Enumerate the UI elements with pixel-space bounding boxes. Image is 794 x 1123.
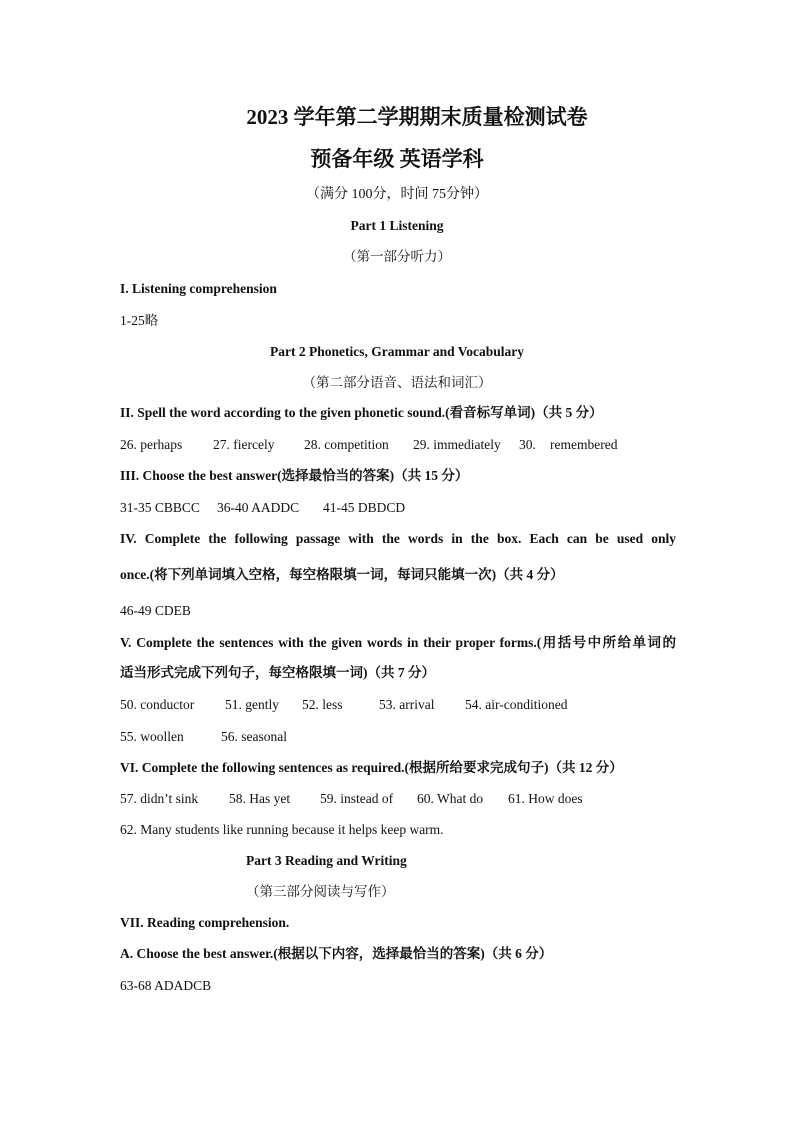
answer-item: 54. air-conditioned	[465, 697, 568, 712]
page-title: 2023 学年第二学期期末质量检测试卷	[246, 105, 588, 129]
answer-item: 31-35 CBBCC	[120, 500, 200, 515]
answer-item: 58. Has yet	[229, 791, 291, 806]
section4-heading-line2: once.(将下列单词填入空格，每空格限填一词，每词只能填一次)（共 4 分）	[120, 567, 564, 582]
part3-title: Part 3 Reading and Writing	[246, 853, 407, 868]
answer-item: 30.	[519, 437, 536, 452]
answer-item: 61. How does	[508, 791, 583, 806]
answer-item: 29. immediately	[413, 437, 501, 452]
answer-item: 51. gently	[225, 697, 279, 712]
answer-item: 60. What do	[417, 791, 484, 806]
section5-heading-line2: 适当形式完成下列句子，每空格限填一词)（共 7 分）	[120, 665, 435, 680]
part1-title: Part 1 Listening	[350, 218, 444, 233]
section3-answers	[120, 499, 405, 517]
answer-item: 56. seasonal	[221, 729, 287, 744]
section6-answers-row1	[120, 790, 583, 808]
answer-item: 55. woollen	[120, 729, 184, 744]
section4-answers: 46-49 CDEB	[120, 603, 191, 618]
section2-heading: II. Spell the word according to the given phonetic sound.(看音标写单词)（共 5 分）	[120, 405, 603, 420]
section1-answers: 1-25略	[120, 313, 159, 328]
section1-heading: I. Listening comprehension	[120, 281, 277, 296]
answer-item: 57. didn’t sink	[120, 791, 199, 806]
part2-cn-title: （第二部分语音、语法和词汇）	[302, 375, 492, 390]
section6-heading: VI. Complete the following sentences as required.(根据所给要求完成句子)（共 12 分）	[120, 760, 623, 775]
answer-item: 26. perhaps	[120, 437, 183, 452]
section6-answers-row2: 62. Many students like running because it helps keep warm.	[120, 822, 444, 837]
answer-item: 53. arrival	[379, 697, 435, 712]
score-time-note: （满分 100分，时间 75分钟）	[306, 187, 488, 202]
section5-answers-row1	[120, 696, 567, 714]
section3-heading: III. Choose the best answer(选择最恰当的答案)（共 15 分）	[120, 468, 469, 483]
section4-heading-line1: IV. Complete the following passage with the words in the box. Each can be used only	[120, 531, 676, 546]
section7a-heading: A. Choose the best answer.(根据以下内容，选择最恰当的答案)（共 6 分）	[120, 946, 553, 961]
part1-cn-title: （第一部分听力）	[343, 249, 451, 264]
section7-heading: VII. Reading comprehension.	[120, 915, 290, 930]
answer-item: 28. competition	[304, 437, 389, 452]
answer-item: remembered	[550, 437, 618, 452]
section5-heading-line1: V. Complete the sentences with the given words in their proper forms.(用括号中所给单词的	[120, 635, 676, 650]
part2-title: Part 2 Phonetics, Grammar and Vocabulary	[270, 344, 524, 359]
section7a-answers: 63-68 ADADCB	[120, 978, 212, 993]
answer-item: 27. fiercely	[213, 437, 275, 452]
answer-item: 50. conductor	[120, 697, 195, 712]
answer-item: 41-45 DBDCD	[323, 500, 406, 515]
section2-answers	[120, 436, 617, 454]
page-subtitle: 预备年级 英语学科	[310, 147, 484, 171]
section5-answers-row2	[120, 728, 287, 746]
answer-item: 36-40 AADDC	[217, 500, 300, 515]
answer-item: 59. instead of	[320, 791, 394, 806]
answer-item: 52. less	[302, 697, 343, 712]
part3-cn-title: （第三部分阅读与写作）	[246, 884, 395, 899]
